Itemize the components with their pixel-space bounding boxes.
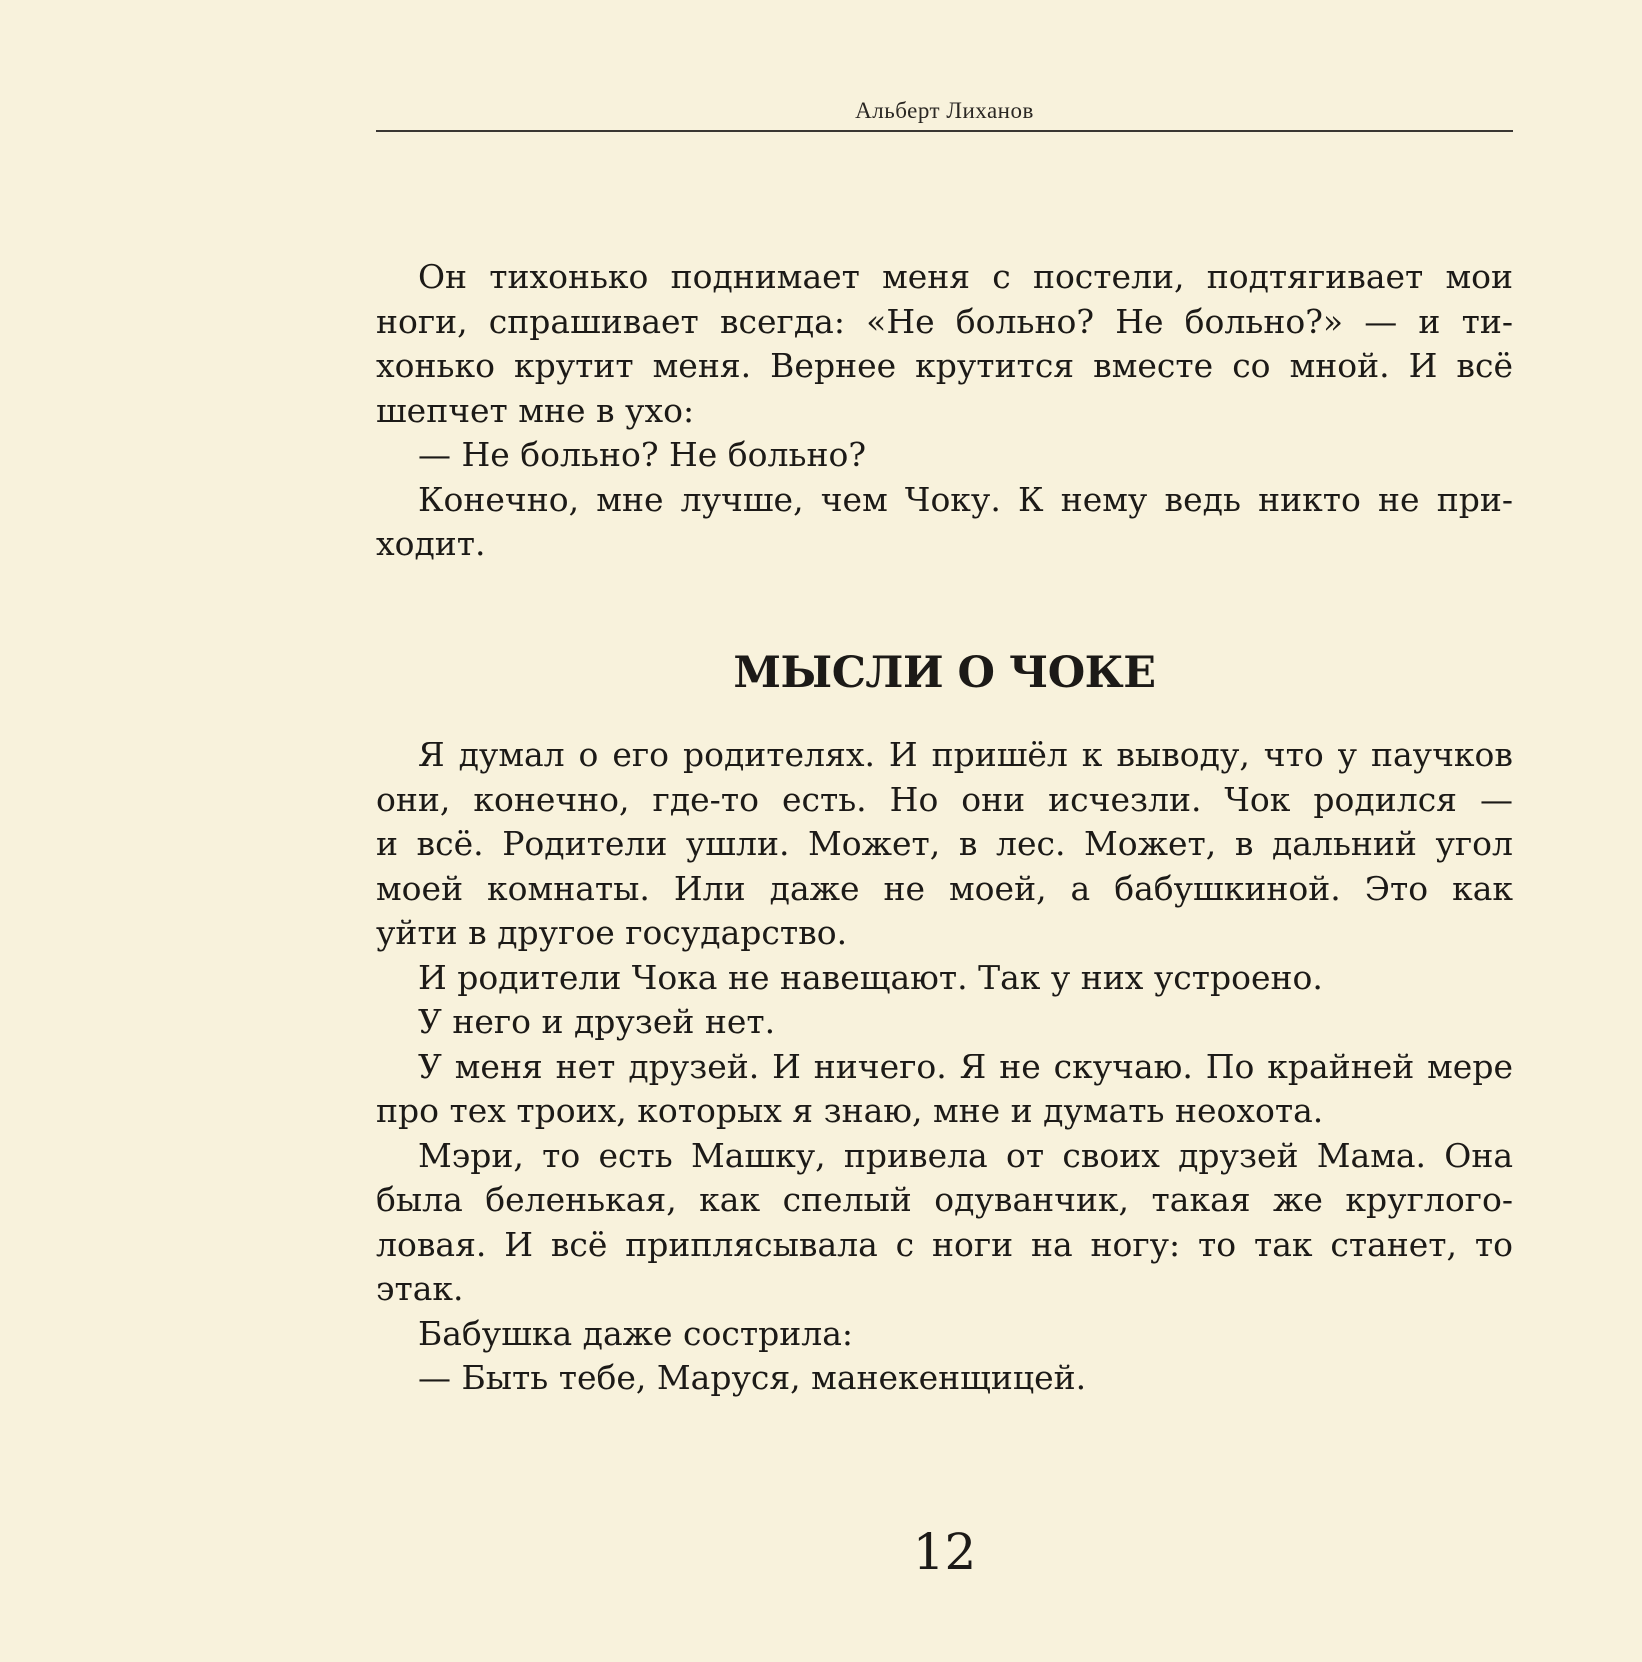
text-block-chapter [376, 733, 1513, 1401]
header-rule [376, 130, 1513, 132]
chapter-title: МЫСЛИ О ЧОКЕ [733, 648, 1156, 698]
text-line: ходит. [376, 524, 486, 563]
text-line: про тех троих, которых я знаю, мне и думать неохота. [376, 1091, 1324, 1130]
text-block-top [376, 255, 1513, 567]
text-line: ноги, спрашивает всегда: «Не больно? Не больно?» — и ти- [376, 301, 1513, 341]
text-line: они, конечно, где-то есть. Но они исчезли. Чок родился — [376, 779, 1513, 819]
text-line: моей комнаты. Или даже не моей, а бабушкиной. Это как [376, 868, 1513, 908]
text-line: — Не больно? Не больно? [418, 435, 867, 474]
page-number: 12 [912, 1523, 977, 1581]
text-line: шепчет мне в ухо: [376, 390, 695, 430]
text-line: Бабушка даже сострила: [418, 1313, 854, 1353]
text-line: ловая. И всё приплясывала с ноги на ногу: то так станет, то [376, 1224, 1513, 1264]
text-line: и всё. Родители ушли. Может, в лес. Может, в дальний угол [376, 824, 1513, 863]
text-line: Я думал о его родителях. И пришёл к выводу, что у паучков [418, 735, 1513, 774]
text-line: этак. [376, 1269, 464, 1308]
text-line: У него и друзей нет. [418, 1002, 776, 1041]
text-line: уйти в другое государство. [376, 913, 848, 952]
text-line: У меня нет друзей. И ничего. Я не скучаю. По крайней мере [418, 1046, 1513, 1086]
running-head-author: Альберт Лиханов [855, 98, 1034, 123]
text-line: хонько крутит меня. Вернее крутится вместе со мной. И всё [376, 346, 1513, 385]
text-line: была беленькая, как спелый одуванчик, такая же круглого- [376, 1180, 1513, 1219]
text-line: Он тихонько поднимает меня с постели, подтягивает мои [418, 257, 1513, 296]
text-line: Мэри, то есть Машку, привела от своих друзей Мама. Она [418, 1135, 1513, 1175]
text-line: И родители Чока не навещают. Так у них устроено. [418, 957, 1323, 997]
text-line: — Быть тебе, Маруся, манекенщицей. [418, 1358, 1087, 1397]
text-line: Конечно, мне лучше, чем Чоку. К нему ведь никто не при- [418, 479, 1513, 519]
